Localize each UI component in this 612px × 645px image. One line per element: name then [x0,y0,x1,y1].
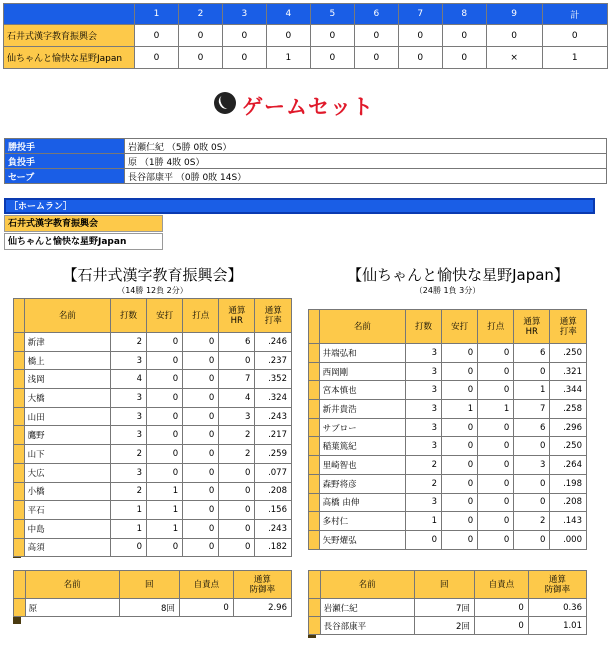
stat-cell: .000 [550,530,587,549]
score-cell: 0 [135,25,179,47]
score-cell: 0 [442,47,486,69]
table-row [309,617,587,635]
stat-cell: .250 [550,437,587,456]
stat-cell: 0 [183,501,219,520]
table-row [309,400,587,419]
stat-cell: 0 [183,333,219,352]
stat-cell: 2 [219,445,255,464]
inning-header: 2 [178,4,222,25]
score-cell: 0 [398,47,442,69]
pitching-header-row [14,571,292,599]
stat-cell: .324 [255,389,292,408]
stat-cell: 4 [219,389,255,408]
stat-cell: 2回 [414,617,474,635]
table-row [309,437,587,456]
stat-cell: 3 [111,351,147,370]
pitching-header-cell: 回 [119,571,179,599]
table-row [309,456,587,475]
inning-header: 9 [486,4,542,25]
stat-cell: 0 [147,445,183,464]
team-record-right: （24勝 1負 3分） [414,286,481,295]
stat-cell: 2 [111,333,147,352]
player-name: 橋上 [24,351,110,370]
table-row [309,530,587,549]
stat-cell: 3 [219,407,255,426]
stat-cell: 1 [147,519,183,538]
stat-cell: .143 [550,512,587,531]
player-name: 山田 [24,407,110,426]
stat-cell: 6 [514,418,550,437]
pitcher-decision-table [4,138,607,184]
table-row [14,463,292,482]
stat-cell: 0 [514,437,550,456]
stat-cell: 2 [111,445,147,464]
stat-cell: 1 [514,381,550,400]
player-name: 新井貴浩 [319,400,405,419]
stat-cell: 0 [478,381,514,400]
inning-header: 8 [442,4,486,25]
batting-header-cell: 打数 [111,299,147,333]
stat-cell: 0 [147,426,183,445]
decision-value: 長谷部康平 （0勝 0敗 14S） [125,169,607,184]
score-cell: 0 [310,47,354,69]
stat-cell: 3 [406,381,442,400]
score-cell: 0 [486,25,542,47]
stat-cell: .352 [255,370,292,389]
stat-cell: 0 [183,445,219,464]
stat-cell: .198 [550,474,587,493]
homerun-team-home: 仙ちゃんと愉快な星野Japan [4,233,163,250]
stat-cell: 3 [111,426,147,445]
table-row [14,538,292,557]
stat-cell: 0 [478,344,514,363]
stat-cell: 0 [406,530,442,549]
pitcher-name: 岩瀬仁紀 [320,599,414,617]
decision-label: セーブ [5,169,125,184]
player-name: 小橋 [24,482,110,501]
batting-header-row [309,310,587,344]
stat-cell: 0 [474,599,528,617]
linescore-table [3,3,608,69]
stat-cell: .246 [255,333,292,352]
stat-cell: .243 [255,407,292,426]
inning-header: 3 [222,4,266,25]
score-cell: 0 [178,25,222,47]
stat-cell: 0 [514,474,550,493]
stat-cell: 7回 [414,599,474,617]
pitching-header-cell: 通算 防御率 [528,571,586,599]
stat-cell: 0 [183,389,219,408]
stat-cell: 2 [514,512,550,531]
player-name: 里崎智也 [319,456,405,475]
decision-value: 原 （1勝 4敗 0S） [125,154,607,169]
stat-cell: 8回 [119,599,179,617]
stat-cell: 0 [442,418,478,437]
player-name: 宮本慎也 [319,381,405,400]
pitching-header-row [309,571,587,599]
linescore-row-away [4,25,608,47]
stat-cell: 7 [219,370,255,389]
homerun-team-away: 石井式漢字教育振興会 [4,215,163,232]
pitching-header-cell: 通算 防御率 [233,571,291,599]
batting-header-cell: 打点 [478,310,514,344]
table-row [309,418,587,437]
pitching-header-cell: 自責点 [179,571,233,599]
stat-cell: 0 [442,493,478,512]
batting-header-cell: 通算 打率 [255,299,292,333]
stat-cell: 4 [111,370,147,389]
stat-cell: .258 [550,400,587,419]
batting-header-cell: 通算 打率 [550,310,587,344]
batting-header-cell: 通算 HR [219,299,255,333]
stat-cell: 0 [442,512,478,531]
player-name: 西岡剛 [319,362,405,381]
table-row [309,512,587,531]
score-cell: 0 [222,47,266,69]
stat-cell: 1 [111,501,147,520]
stat-cell: 6 [219,333,255,352]
stat-cell: 3 [406,437,442,456]
stat-cell: 1 [111,519,147,538]
stat-cell: 2 [406,474,442,493]
batting-header-cell: 打点 [183,299,219,333]
pitching-header-cell: 回 [414,571,474,599]
inning-header: 5 [310,4,354,25]
batting-header-cell: 名前 [319,310,405,344]
pitching-header-cell: 名前 [25,571,119,599]
pitching-header-cell: 名前 [320,571,414,599]
stat-cell: 2.96 [233,599,291,617]
table-row [14,333,292,352]
stat-cell: .217 [255,426,292,445]
decision-row [5,139,607,154]
table-row [309,493,587,512]
player-name: 新津 [24,333,110,352]
stat-cell: 3 [406,493,442,512]
stat-cell: 1 [147,482,183,501]
batting-header-cell: 通算 HR [514,310,550,344]
decision-row [5,169,607,184]
score-cell: 0 [354,25,398,47]
stat-cell: 3 [111,407,147,426]
table-row [14,351,292,370]
score-total: 1 [542,47,607,69]
batting-header-row [14,299,292,333]
batting-table-left [13,298,292,557]
stat-cell: 1 [442,400,478,419]
game-set-text: ゲームセット [242,95,374,119]
inning-header: 6 [354,4,398,25]
score-total: 0 [542,25,607,47]
homerun-box [4,198,595,250]
stat-cell: 0 [478,437,514,456]
homerun-title: ［ホームラン］ [4,198,595,214]
table-row [14,482,292,501]
stat-cell: .243 [255,519,292,538]
linescore-header-row [4,4,608,25]
inning-header: 1 [135,4,179,25]
table-row [14,426,292,445]
stat-cell: 0 [183,463,219,482]
stat-cell: 0 [111,538,147,557]
score-cell: 0 [178,47,222,69]
stat-cell: .264 [550,456,587,475]
stat-cell: 0 [514,493,550,512]
score-cell: 0 [266,25,310,47]
player-name: 森野将彦 [319,474,405,493]
table-row [14,519,292,538]
game-set-banner [214,90,414,118]
stat-cell: 3 [406,418,442,437]
stat-cell: 0 [442,530,478,549]
stat-cell: 2 [406,456,442,475]
stat-cell: 0 [147,351,183,370]
score-cell: 1 [266,47,310,69]
team-name-away: 石井式漢字教育振興会 [4,25,135,47]
player-name: 稲葉篤紀 [319,437,405,456]
inning-header: 7 [398,4,442,25]
stat-cell: .237 [255,351,292,370]
stat-cell: 0 [478,456,514,475]
score-cell: 0 [310,25,354,47]
stat-cell: 0 [442,381,478,400]
stat-cell: 0.36 [528,599,586,617]
team-record-left: （14勝 12負 2分） [117,286,188,295]
table-row [309,362,587,381]
stat-cell: 3 [111,389,147,408]
stat-cell: 3 [406,344,442,363]
baseball-icon [214,92,236,114]
inning-header: 4 [266,4,310,25]
score-cell: 0 [442,25,486,47]
stat-cell: 0 [179,599,233,617]
stat-cell: 0 [478,530,514,549]
batting-header-cell: 安打 [442,310,478,344]
stat-cell: 0 [147,538,183,557]
player-name: 矢野燿弘 [319,530,405,549]
stat-cell: 0 [442,456,478,475]
player-name: 高須 [24,538,110,557]
stat-cell: .208 [255,482,292,501]
table-row [309,344,587,363]
stat-cell: .182 [255,538,292,557]
stat-cell: 0 [147,463,183,482]
stat-cell: 0 [478,493,514,512]
stat-cell: 0 [183,482,219,501]
stat-cell: 0 [183,538,219,557]
player-name: 高橋 由伸 [319,493,405,512]
stat-cell: 0 [474,617,528,635]
stat-cell: 0 [442,474,478,493]
stat-cell: .077 [255,463,292,482]
batting-header-cell: 安打 [147,299,183,333]
stat-cell: 7 [514,400,550,419]
table-row [14,370,292,389]
stat-cell: 6 [514,344,550,363]
stat-cell: 0 [183,519,219,538]
score-cell: 0 [135,47,179,69]
decision-value: 岩瀬仁紀 （5勝 0敗 0S） [125,139,607,154]
player-name: 多村仁 [319,512,405,531]
table-row [14,599,292,617]
pitching-header-cell: 自責点 [474,571,528,599]
batting-table-right [308,309,587,550]
score-cell: × [486,47,542,69]
stat-cell: 3 [406,362,442,381]
stat-cell: .296 [550,418,587,437]
batting-header-cell: 打数 [406,310,442,344]
table-row [309,474,587,493]
stat-cell: 0 [183,351,219,370]
pitching-table-left [13,570,292,617]
stat-cell: 1.01 [528,617,586,635]
stat-cell: 0 [147,389,183,408]
player-name: 大広 [24,463,110,482]
player-name: 山下 [24,445,110,464]
team-name-home: 仙ちゃんと愉快な星野Japan [4,47,135,69]
team-title-right: 【仙ちゃんと愉快な星野Japan】 [347,266,569,284]
table-row [309,599,587,617]
total-header: 計 [542,4,607,25]
stat-cell: 0 [219,538,255,557]
stat-cell: 0 [147,407,183,426]
table-row [14,501,292,520]
stat-cell: 2 [111,482,147,501]
player-name: 鷹野 [24,426,110,445]
stat-cell: 0 [219,351,255,370]
stat-cell: 0 [478,418,514,437]
player-name: 中島 [24,519,110,538]
stat-cell: 0 [183,407,219,426]
stat-cell: 0 [478,362,514,381]
stat-cell: .250 [550,344,587,363]
stat-cell: 0 [183,370,219,389]
decision-label: 勝投手 [5,139,125,154]
stat-cell: 1 [147,501,183,520]
pitcher-name: 長谷部康平 [320,617,414,635]
stat-cell: 3 [514,456,550,475]
stat-cell: .321 [550,362,587,381]
table-row [14,407,292,426]
stat-cell: 1 [406,512,442,531]
stat-cell: 0 [219,463,255,482]
stat-cell: .344 [550,381,587,400]
stat-cell: 0 [442,344,478,363]
stat-cell: 0 [442,362,478,381]
stat-cell: 0 [442,437,478,456]
stat-cell: 0 [478,474,514,493]
stat-cell: .208 [550,493,587,512]
linescore-row-home [4,47,608,69]
stat-cell: 0 [514,362,550,381]
table-row [309,381,587,400]
table-row [14,445,292,464]
score-cell: 0 [398,25,442,47]
team-title-left: 【石井式漢字教育振興会】 [62,266,243,284]
player-name: 大橋 [24,389,110,408]
score-cell: 0 [222,25,266,47]
stat-cell: 0 [147,333,183,352]
batting-header-cell: 名前 [24,299,110,333]
stat-cell: 0 [219,501,255,520]
stat-cell: 0 [183,426,219,445]
stat-cell: .156 [255,501,292,520]
pitching-table-right [308,570,587,635]
player-name: 浅岡 [24,370,110,389]
player-name: 平石 [24,501,110,520]
player-name: サブロー [319,418,405,437]
stat-cell: 0 [147,370,183,389]
stat-cell: 1 [478,400,514,419]
decision-label: 負投手 [5,154,125,169]
pitcher-name: 原 [25,599,119,617]
player-name: 井端弘和 [319,344,405,363]
stat-cell: 0 [514,530,550,549]
stat-cell: 0 [219,519,255,538]
stat-cell: 0 [478,512,514,531]
stat-cell: 3 [406,400,442,419]
decision-row [5,154,607,169]
stat-cell: 3 [111,463,147,482]
stat-cell: 0 [219,482,255,501]
score-cell: 0 [354,47,398,69]
stat-cell: 2 [219,426,255,445]
stat-cell: .259 [255,445,292,464]
table-row [14,389,292,408]
